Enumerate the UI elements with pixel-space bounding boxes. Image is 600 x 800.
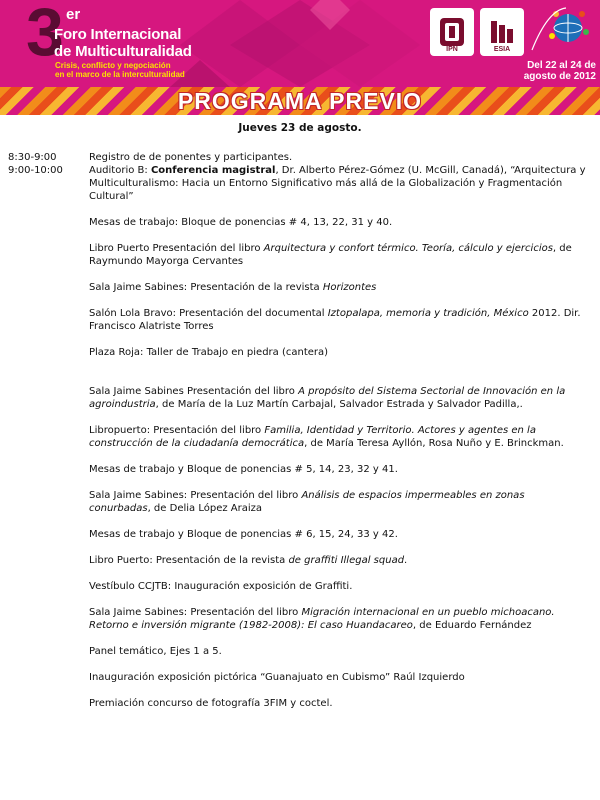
program-entry: Sala Jaime Sabines: Presentación del libro Migración internacional en un pueblo michoacano. Retorno e inversión migrante (1982-2008): El caso Huandacareo, de Eduardo Fernández	[89, 607, 555, 631]
event-dates-line2: agosto de 2012	[523, 71, 596, 82]
program-entry: Libro Puerto: Presentación de la revista de graffiti Illegal squad.	[89, 555, 408, 566]
program-entry: Premiación concurso de fotografía 3FIM y coctel.	[89, 698, 333, 709]
event-dates-line1: Del 22 al 24 de	[527, 60, 596, 71]
program-entry: Sala Jaime Sabines Presentación del libro A propósito del Sistema Sectorial de Innovación en la agroindustria, de María de la Luz Martín Carbajal, Salvador Estrada y Salvador Padilla,.	[89, 386, 566, 410]
program-entry: Salón Lola Bravo: Presentación del documental Iztopalapa, memoria y tradición, México 2012. Dir. Francisco Alatriste Torres	[89, 308, 581, 332]
time-slot: 9:00-10:00	[8, 165, 63, 176]
forum-logo	[8, 0, 258, 84]
forum-subtitle-line2: en el marco de la interculturalidad	[55, 70, 185, 79]
ipn-label: IPN	[446, 46, 458, 53]
program-entry: Mesas de trabajo y Bloque de ponencias # 5, 14, 23, 32 y 41.	[89, 464, 398, 475]
program-entries	[89, 151, 589, 710]
ipn-emblem-icon	[437, 16, 467, 48]
forum-title-line2: de Multiculturalidad	[54, 43, 192, 60]
program-entry: Libropuerto: Presentación del libro Familia, Identidad y Territorio. Actores y agentes en la construcción de la ciudadanía democrática, de María Teresa Ayllón, Rosa Nuño y E. Brinckman.	[89, 425, 564, 449]
programa-strip	[0, 87, 600, 115]
globe-logo-icon	[526, 4, 596, 56]
time-column	[8, 151, 78, 177]
forum-subtitle-line1: Crisis, conflicto y negociación	[55, 61, 171, 70]
esia-emblem-icon	[487, 17, 517, 47]
esia-label: ESIA	[493, 46, 511, 53]
program-entry: Sala Jaime Sabines: Presentación de la revista Horizontes	[89, 282, 377, 293]
forum-title-line1: Foro Internacional	[54, 26, 182, 43]
programa-title: PROGRAMA PREVIO	[177, 88, 423, 114]
program-entry: Auditorio B: Conferencia magistral, Dr. Alberto Pérez-Gómez (U. McGill, Canadá), “Arquitectura y Multiculturalismo: Hacia un Entorno Significativo más allá de la Globalización y Fragmentación Cultural”	[89, 165, 586, 202]
ipn-logo	[430, 8, 474, 56]
esia-logo	[480, 8, 524, 56]
program-document	[0, 116, 600, 800]
program-entry: Mesas de trabajo: Bloque de ponencias # 4, 13, 22, 31 y 40.	[89, 217, 393, 228]
program-entry: Sala Jaime Sabines: Presentación del libro Análisis de espacios impermeables en zonas conurbadas, de Delia López Araiza	[89, 490, 525, 514]
day-heading: Jueves 23 de agosto.	[238, 122, 362, 134]
program-entry: Plaza Roja: Taller de Trabajo en piedra (cantera)	[89, 347, 329, 358]
program-entry: Libro Puerto Presentación del libro Arquitectura y confort térmico. Teoría, cálculo y ejercicios, de Raymundo Mayorga Cervantes	[89, 243, 572, 267]
program-entry: Panel temático, Ejes 1 a 5.	[89, 646, 222, 657]
program-entry: Mesas de trabajo y Bloque de ponencias # 6, 15, 24, 33 y 42.	[89, 529, 398, 540]
program-entry: Vestíbulo CCJTB: Inauguración exposición de Graffiti.	[89, 581, 353, 592]
forum-number: 3	[26, 0, 64, 70]
time-slot: 8:30-9:00	[8, 152, 57, 163]
program-entry: Registro de de ponentes y participantes.	[89, 152, 293, 163]
forum-ordinal: er	[66, 6, 81, 23]
header-banner	[0, 0, 600, 87]
program-entry: Inauguración exposición pictórica “Guanajuato en Cubismo” Raúl Izquierdo	[89, 672, 465, 683]
